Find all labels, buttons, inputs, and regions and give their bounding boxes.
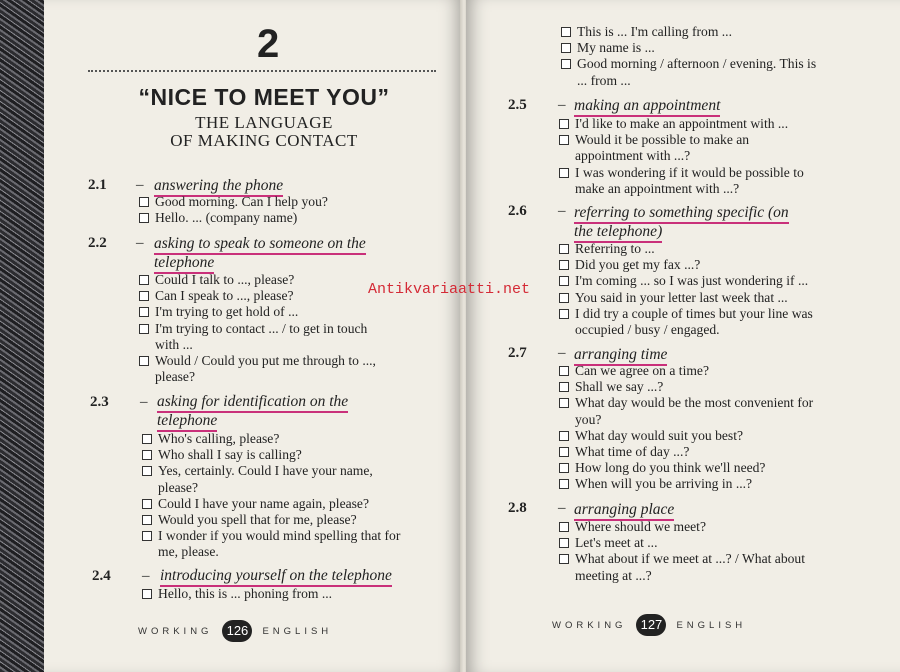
section-number: 2.5 — [508, 97, 527, 113]
phrase-item: I'm coming ... so I was just wondering if ... — [558, 273, 868, 289]
footer-word: WORKING — [138, 625, 213, 637]
phrase-item: Hello. ... (company name) — [138, 210, 448, 226]
phrase-item: Who's calling, please? — [141, 431, 451, 447]
phrase-item: Where should we meet? — [558, 519, 868, 535]
dash: – — [558, 97, 566, 113]
chapter-subtitle-line1: THE LANGUAGE — [195, 113, 333, 132]
section-title-line: referring to something specific (on — [574, 204, 789, 224]
section-title — [160, 566, 462, 585]
book-spine — [0, 0, 44, 672]
footer-word: ENGLISH — [262, 625, 333, 637]
dash: – — [140, 394, 148, 410]
section-number: 2.3 — [90, 394, 109, 410]
section-title — [154, 176, 454, 195]
phrase-item: I'm trying to contact ... / to get in touch with ... — [138, 321, 448, 353]
phrase-list — [558, 519, 868, 584]
phrase-list — [558, 116, 868, 197]
section-number: 2.6 — [508, 203, 527, 219]
phrase-item: How long do you think we'll need? — [558, 460, 878, 476]
section-title-line: arranging place — [574, 501, 674, 521]
section-title-line: making an appointment — [574, 97, 720, 117]
phrase-item: Good morning. Can I help you? — [138, 194, 448, 210]
phrase-list — [558, 241, 868, 338]
dash: – — [136, 235, 144, 251]
dotted-divider — [88, 70, 436, 72]
dash: – — [142, 568, 150, 584]
phrase-item: What day would be the most convenient for you? — [558, 395, 878, 427]
phrase-item: This is ... I'm calling from ... — [560, 24, 860, 40]
phrase-item: Did you get my fax ...? — [558, 257, 868, 273]
section-title — [157, 392, 457, 430]
watermark-text: Antikvariaatti.net — [368, 281, 531, 298]
phrase-item: I wonder if you would mind spelling that for me, please. — [141, 528, 451, 560]
phrase-item: Would it be possible to make an appointment with ...? — [558, 132, 868, 164]
dash: – — [136, 177, 144, 193]
right-page — [466, 0, 900, 672]
section-title — [574, 345, 874, 364]
footer-word: WORKING — [552, 619, 627, 631]
phrase-item: Who shall I say is calling? — [141, 447, 451, 463]
chapter-number: 2 — [257, 22, 280, 66]
phrase-item: Could I talk to ..., please? — [138, 272, 448, 288]
phrase-list — [141, 586, 451, 602]
phrase-item: Shall we say ...? — [558, 379, 878, 395]
phrase-item: Let's meet at ... — [558, 535, 868, 551]
page-number: 127 — [636, 614, 666, 636]
section-title — [574, 96, 874, 115]
phrase-item: I'm trying to get hold of ... — [138, 304, 448, 320]
section-title-line: asking for identification on the — [157, 393, 348, 413]
phrase-item: When will you be arriving in ...? — [558, 476, 878, 492]
phrase-item: Hello, this is ... phoning from ... — [141, 586, 451, 602]
phrase-list — [558, 363, 878, 493]
left-page — [44, 0, 462, 672]
chapter-title: “NICE TO MEET YOU” — [138, 84, 390, 110]
phrase-item: Good morning / afternoon / evening. This is ... from ... — [560, 56, 860, 88]
footer-word: ENGLISH — [676, 619, 747, 631]
section-title-line: telephone — [157, 412, 217, 432]
phrase-item: What about if we meet at ...? / What about meeting at ...? — [558, 551, 868, 583]
phrase-list — [560, 24, 860, 89]
section-number: 2.1 — [88, 177, 107, 193]
page-number: 126 — [222, 620, 252, 642]
phrase-item: What time of day ...? — [558, 444, 878, 460]
section-number: 2.2 — [88, 235, 107, 251]
section-title-line: arranging time — [574, 346, 667, 366]
section-title-line: the telephone) — [574, 223, 662, 243]
phrase-list — [138, 194, 448, 226]
phrase-item: Can I speak to ..., please? — [138, 288, 448, 304]
chapter-subtitle-line2: OF MAKING CONTACT — [170, 131, 358, 150]
phrase-item: You said in your letter last week that ... — [558, 290, 868, 306]
phrase-list — [141, 431, 451, 561]
dash: – — [558, 500, 566, 516]
section-title — [574, 203, 874, 241]
phrase-item: My name is ... — [560, 40, 860, 56]
phrase-item: Can we agree on a time? — [558, 363, 878, 379]
dash: – — [558, 345, 566, 361]
phrase-item: I'd like to make an appointment with ... — [558, 116, 868, 132]
phrase-item: Yes, certainly. Could I have your name, please? — [141, 463, 451, 495]
section-title — [154, 234, 454, 272]
section-title-line: introducing yourself on the telephone — [160, 567, 392, 587]
phrase-item: Would you spell that for me, please? — [141, 512, 451, 528]
section-number: 2.7 — [508, 345, 527, 361]
phrase-item: Referring to ... — [558, 241, 868, 257]
phrase-item: I was wondering if it would be possible to make an appointment with ...? — [558, 165, 868, 197]
section-title-line: answering the phone — [154, 177, 283, 197]
section-title-line: asking to speak to someone on the — [154, 235, 366, 255]
phrase-item: What day would suit you best? — [558, 428, 878, 444]
phrase-item: I did try a couple of times but your line was occupied / busy / engaged. — [558, 306, 868, 338]
dash: – — [558, 203, 566, 219]
page-footer-right — [552, 614, 746, 636]
section-number: 2.4 — [92, 568, 111, 584]
phrase-item: Would / Could you put me through to ..., please? — [138, 353, 448, 385]
section-title — [574, 500, 874, 519]
section-number: 2.8 — [508, 500, 527, 516]
section-title-line: telephone — [154, 254, 214, 274]
page-footer-left — [138, 620, 332, 642]
phrase-item: Could I have your name again, please? — [141, 496, 451, 512]
